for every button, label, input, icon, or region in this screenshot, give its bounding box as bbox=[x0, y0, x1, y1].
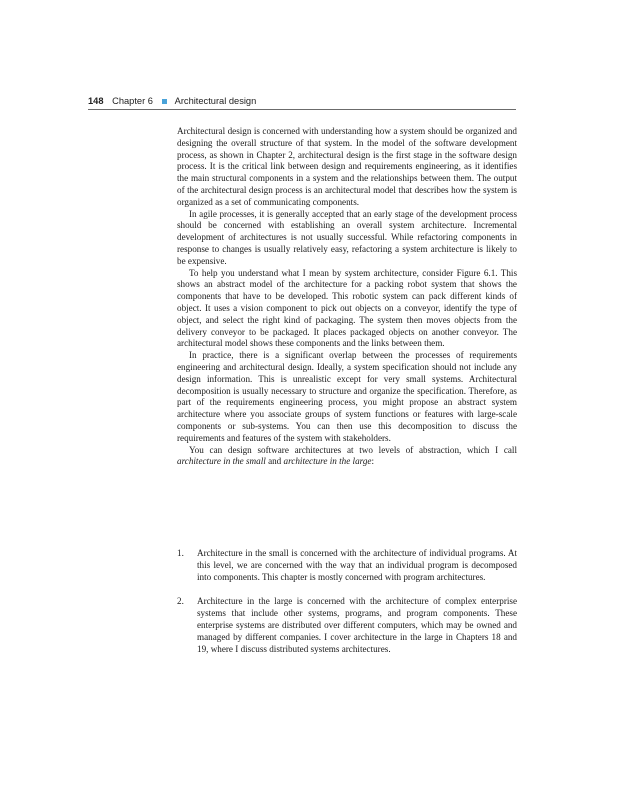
list-item-number: 1. bbox=[177, 548, 184, 558]
paragraph: In practice, there is a significant overlap between the processes of requirements engineering and architectural design. Ideally, a system specification should not include any design information. This is unrealistic except for very small systems. Architectural decomposition is usually necessary to structure and organize the specification. Therefore, as part of the requirements engineering process, you might propose an abstract system architecture where you associate groups of system functions or features with large-scale components or sub-systems. You can then use this decomposition to discuss the requirements and features of the system with stakeholders. bbox=[177, 350, 517, 443]
paragraph: In agile processes, it is generally accepted that an early stage of the development process should be concerned with establishing an overall system architecture. Incremental development of architectures is not usually successful. While refactoring components in response to changes is usually relatively easy, refactoring a system architecture is likely to be expensive. bbox=[177, 208, 517, 266]
levels-end: : bbox=[371, 456, 375, 467]
architecture-levels-list bbox=[177, 548, 517, 668]
paragraph: Architectural design is concerned with understanding how a system should be organized and designing the overall structure of that system. In the model of the software development process, as shown in Chapter 2, architectural design is the first stage in the software design process. It is the critical link between design and requirements engineering, as it identifies the main structural components in a system and the relationships between them. The output of the architectural design process is an architectural model that describes how the system is organized as a set of communicating components. bbox=[177, 126, 517, 207]
levels-connector: and bbox=[268, 456, 282, 467]
chapter-label: Chapter 6 bbox=[112, 96, 153, 106]
levels-lead: You can design software architectures at two levels of abstraction, which I call bbox=[189, 444, 517, 455]
list-item-text: Architecture in the small is concerned with the architecture of individual programs. At this level, we are concerned with the way that an individual program is decomposed into components. This chapter is mostly concerned with program architectures. bbox=[197, 548, 517, 582]
list-item bbox=[177, 596, 517, 655]
term-architecture-small: architecture in the small bbox=[177, 456, 266, 467]
section-marker-square-icon bbox=[162, 99, 167, 104]
list-item bbox=[177, 548, 517, 583]
section-title: Architectural design bbox=[174, 96, 257, 106]
list-item-text: Architecture in the large is concerned with the architecture of complex enterprise systems that include other systems, programs, and program components. These enterprise systems are distributed over different computers, which may be owned and managed by different companies. I cover architecture in the large in Chapters 18 and 19, where I discuss distributed systems architectures. bbox=[197, 596, 517, 654]
term-architecture-large: architecture in the large bbox=[283, 456, 372, 467]
paragraph: To help you understand what I mean by system architecture, consider Figure 6.1. This shows an abstract model of the architecture for a packing robot system that shows the components that have to be developed. This robotic system can pack different kinds of object. It uses a vision component to pick out objects on a conveyor, identify the type of object, and select the right kind of packaging. The system then moves objects from the delivery conveyor to be packaged. It places packaged objects on another conveyor. The architectural model shows these components and the links between them. bbox=[177, 267, 517, 349]
list-item-number: 2. bbox=[177, 596, 184, 607]
body-text bbox=[177, 126, 517, 468]
running-header bbox=[88, 95, 516, 110]
page-number: 148 bbox=[88, 96, 104, 106]
paragraph-abstraction-levels bbox=[177, 445, 517, 469]
